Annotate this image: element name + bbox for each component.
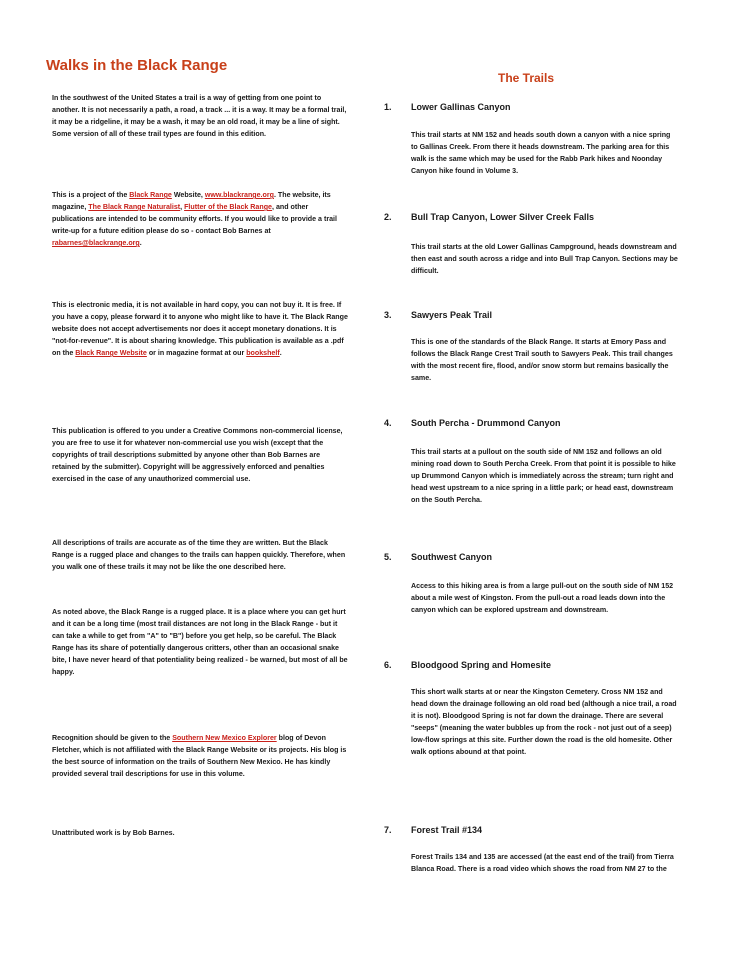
trail-number: 6.	[384, 660, 392, 670]
trail-description: Access to this hiking area is from a large pull-out on the south side of NM 152 about a mile west of Kingston. From the pull-out a road leads down into the canyon which can be explored upstream and downstream.	[411, 582, 674, 614]
trail-name: Forest Trail #134	[411, 825, 483, 835]
trails-heading: The Trails	[498, 71, 555, 85]
trail-description: This trail starts at the old Lower Gallinas Campground, heads downstream and then east and south across a ridge and into Bull Trap Canyon. Sections may be difficult.	[411, 243, 678, 275]
black-range-link[interactable]: Black Range	[129, 191, 172, 199]
trail-number: 1.	[384, 102, 392, 112]
recognition-paragraph: Recognition should be given to the Southern New Mexico Explorer blog of Devon Fletcher, which is not affiliated with the Black Range Website or its projects. His blog is the best source of information on the trails of Southern New Mexico. He has kindly provided several trail descriptions for use in this volume.	[52, 734, 347, 778]
project-paragraph: This is a project of the Black Range Website, www.blackrange.org. The website, its magazine, The Black Range Naturalist, Flutter of the Black Range, and other publications are intended to be community efforts. If you would like to provide a trail write-up for a future edition please do so - contact Bob Barnes at rabarnes@blackrange.org.	[52, 191, 337, 247]
intro-paragraph: In the southwest of the United States a trail is a way of getting from one point to another. It is not necessarily a path, a road, a track ... it is a way. It may be a formal trail, it may be a ridgeline, it may be a wash, it may be an old road, it may be a line of sight. Some version of all of these trail types are found in this edition.	[52, 94, 347, 138]
trail-number: 5.	[384, 552, 392, 562]
trail-description: This short walk starts at or near the Kingston Cemetery. Cross NM 152 and head down the drainage following an old road bed (although a nice trail, a road it is not). Bloodgood Spring is not far down the drainage. There are several "seeps" (meaning the water bubbles up from the rock - not just out of a seep) low-flow springs at this site. Further down the road is the old homesite. Other walk options abound at that point.	[411, 688, 677, 756]
electronic-media-paragraph: This is electronic media, it is not available in hard copy, you can not buy it. It is free. If you have a copy, please forward it to anyone who might like to have it. The Black Range website does not accept advertisements nor does it accept monetary donations. It is "not-for-revenue". It is about sharing knowledge. This publication is available as a .pdf on the Black Range Website or in magazine format at our bookshelf.	[52, 301, 348, 357]
naturalist-link[interactable]: The Black Range Naturalist	[88, 203, 181, 211]
trail-name: Bull Trap Canyon, Lower Silver Creek Falls	[411, 212, 595, 222]
website-link[interactable]: www.blackrange.org	[204, 191, 274, 199]
trail-description: This is one of the standards of the Black Range. It starts at Emory Pass and follows the Black Range Crest Trail south to Sawyers Peak. This trail changes with the most recent fire, flood, and/or snow storm but remains basically the same.	[411, 338, 673, 382]
trail-name: Southwest Canyon	[411, 552, 493, 562]
page-title: Walks in the Black Range	[46, 57, 228, 74]
trail-name: Lower Gallinas Canyon	[411, 102, 511, 112]
trail-name: Bloodgood Spring and Homesite	[411, 660, 551, 670]
trail-description: This trail starts at a pullout on the south side of NM 152 and follows an old mining road down to South Percha Creek. From that point it is possible to hike up Drummond Canyon which is immediately across the stream; turn right and head west upstream to a nice spring in a little park; or head east, downstream on the South Percha.	[411, 448, 676, 504]
accuracy-paragraph: All descriptions of trails are accurate as of the time they are written. But the Black Range is a rugged place and changes to the trails can happen quickly. Therefore, when you walk one of these trails it may not be like the one described here.	[52, 539, 346, 571]
trail-description: This trail starts at NM 152 and heads south down a canyon with a nice spring to Gallinas Creek. From there it heads downstream. The parking area for this walk is the same which may be used for the Rabb Park hikes and Noonday Canyon hike found in Volume 3.	[411, 131, 671, 175]
trail-name: Sawyers Peak Trail	[411, 310, 493, 320]
trail-number: 2.	[384, 212, 392, 222]
black-range-website-link[interactable]: Black Range Website	[75, 349, 147, 357]
flutter-link[interactable]: Flutter of the Black Range	[184, 203, 272, 211]
email-link[interactable]: rabarnes@blackrange.org	[52, 239, 140, 247]
trail-number: 7.	[384, 825, 392, 835]
trail-number: 4.	[384, 418, 392, 428]
explorer-blog-link[interactable]: Southern New Mexico Explorer	[172, 734, 277, 742]
bookshelf-link[interactable]: bookshelf	[246, 349, 280, 357]
license-paragraph: This publication is offered to you under a Creative Commons non-commercial license, you are free to use it for whatever non-commercial use you wish (except that the copyrights of trail descriptions submitted by anyone other than Bob Barnes are retained by the submitter). Copyright will be aggressively enforced and penalties exercised in the case of any unauthorized commercial use.	[52, 427, 343, 483]
attribution-paragraph: Unattributed work is by Bob Barnes.	[52, 829, 175, 837]
trail-number: 3.	[384, 310, 392, 320]
trail-name: South Percha - Drummond Canyon	[411, 418, 561, 428]
safety-paragraph: As noted above, the Black Range is a rugged place. It is a place where you can get hurt and it can be a long time (most trail distances are not long in the Black Range - but it can take a while to get from "A" to "B") before you get help, so be careful. The Black Range has its share of potentially dangerous critters, other than an occasional snake bite, I have never heard of that potentiality being realized - be warned, but most of all be happy.	[52, 608, 348, 676]
trail-description: Forest Trails 134 and 135 are accessed (at the east end of the trail) from Tierra Blanca Road. There is a road video which shows the road from NM 27 to the	[411, 853, 674, 873]
